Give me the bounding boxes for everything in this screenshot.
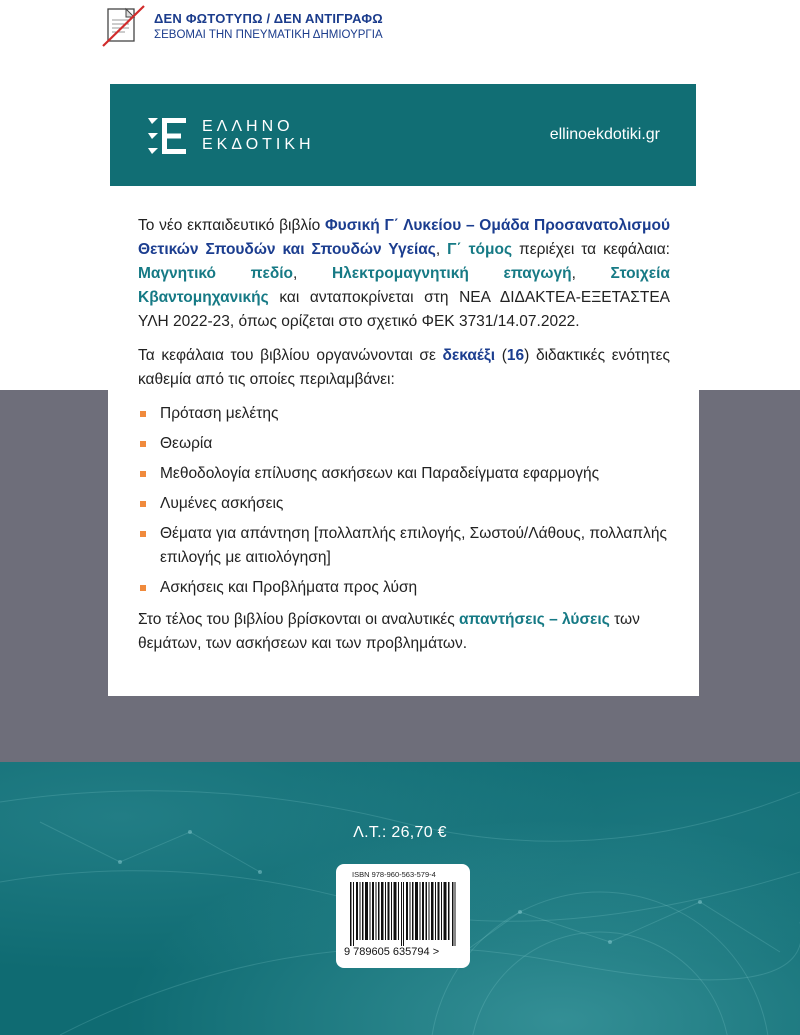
- list-item: [138, 522, 670, 570]
- elliniko-ekdotiki-logo-icon: [146, 116, 188, 156]
- notice-line-2: ΣΕΒΟΜΑΙ ΤΗΝ ΠΝΕΥΜΑΤΙΚΗ ΔΗΜΙΟΥΡΓΙΑ: [154, 29, 383, 41]
- list-item: [138, 402, 670, 426]
- closing-paragraph: [138, 608, 670, 656]
- brand-line-2: ΕΚΔΟΤΙΚΗ: [202, 136, 315, 153]
- intro-text: ,: [571, 265, 611, 282]
- bullet-square-icon: [140, 471, 146, 477]
- copyright-notice: [100, 4, 383, 48]
- bullet-square-icon: [140, 501, 146, 507]
- chapter-3: Στοιχεία Κβαντομηχανικής: [138, 265, 670, 306]
- closing-text: των θεμάτων, των ασκήσεων και των προβλημάτων.: [138, 611, 640, 652]
- list-item-text: Λυμένες ασκήσεις: [160, 495, 284, 512]
- units-paragraph: [138, 344, 670, 392]
- answers-highlight: απαντήσεις – λύσεις: [458, 611, 610, 628]
- bullet-square-icon: [140, 531, 146, 537]
- closing-text: Στο τέλος του βιβλίου βρίσκονται οι αναλυτικές: [138, 611, 459, 628]
- units-text: Τα κεφάλαια του βιβλίου οργανώνονται σε: [138, 347, 443, 364]
- list-item: [138, 432, 670, 456]
- list-item-text: Θέματα για απάντηση [πολλαπλής επιλογής, Σωστού/Λάθους, πολλαπλής επιλογής με αιτιολόγηση]: [160, 525, 667, 566]
- isbn-barcode: [336, 864, 470, 968]
- notice-line-1: ΔΕΝ ΦΩΤΟΤΥΠΩ / ΔΕΝ ΑΝΤΙΓΡΑΦΩ: [154, 11, 383, 26]
- bullet-square-icon: [140, 441, 146, 447]
- units-text: ) διδακτικές ενότητες καθεμία από τις οποίες περιλαμβάνει:: [138, 347, 670, 388]
- barcode-digits: 9 789605 635794 >: [344, 946, 440, 958]
- brand-line-1: ΕΛΛΗΝΟ: [202, 118, 294, 135]
- units-count-word: δεκαέξι: [442, 347, 496, 364]
- barcode-bars-graphic: [350, 882, 456, 946]
- list-item-text: Πρόταση μελέτης: [160, 405, 279, 422]
- list-item-text: Μεθοδολογία επίλυσης ασκήσεων και Παραδείγματα εφαρμογής: [160, 465, 600, 482]
- intro-text: ,: [293, 265, 332, 282]
- no-photocopy-icon: [100, 4, 146, 48]
- units-text: (: [495, 347, 507, 364]
- intro-text: περιέχει τα κεφάλαια:: [512, 241, 670, 258]
- volume-label: Γ΄ τόμος: [447, 241, 513, 258]
- intro-text: και ανταποκρίνεται στη ΝΕΑ ΔΙΔΑΚΤΕΑ-ΕΞΕΤΑΣΤΕΑ ΥΛΗ 2022-23, όπως ορίζεται στο σχετικό ΦΕΚ 3731/14.07.2022.: [138, 289, 670, 330]
- list-item: [138, 492, 670, 516]
- contents-list: [138, 402, 670, 600]
- chapter-2: Ηλεκτρομαγνητική επαγωγή: [331, 265, 572, 282]
- list-item-text: Θεωρία: [160, 435, 213, 452]
- brand-name: [202, 118, 315, 154]
- units-count-number: 16: [506, 347, 525, 364]
- isbn-label: ISBN 978-960-563-579-4: [352, 870, 436, 879]
- retail-price: Λ.Τ.: 26,70 €: [353, 824, 447, 841]
- bullet-square-icon: [140, 411, 146, 417]
- intro-text: Το νέο εκπαιδευτικό βιβλίο: [138, 217, 325, 234]
- intro-paragraph: [138, 214, 670, 334]
- book-title: Φυσική Γ΄ Λυκείου – Ομάδα Προσανατολισμού Θετικών Σπουδών και Σπουδών Υγείας: [138, 217, 670, 258]
- bullet-square-icon: [140, 585, 146, 591]
- description-card: [108, 186, 699, 696]
- publisher-header: [110, 84, 696, 186]
- website-link[interactable]: ellinoekdotiki.gr: [549, 126, 660, 143]
- chapter-1: Μαγνητικό πεδίο: [138, 265, 294, 282]
- intro-text: ,: [435, 241, 448, 258]
- list-item: [138, 576, 670, 600]
- list-item-text: Ασκήσεις και Προβλήματα προς λύση: [160, 579, 418, 596]
- list-item: [138, 462, 670, 486]
